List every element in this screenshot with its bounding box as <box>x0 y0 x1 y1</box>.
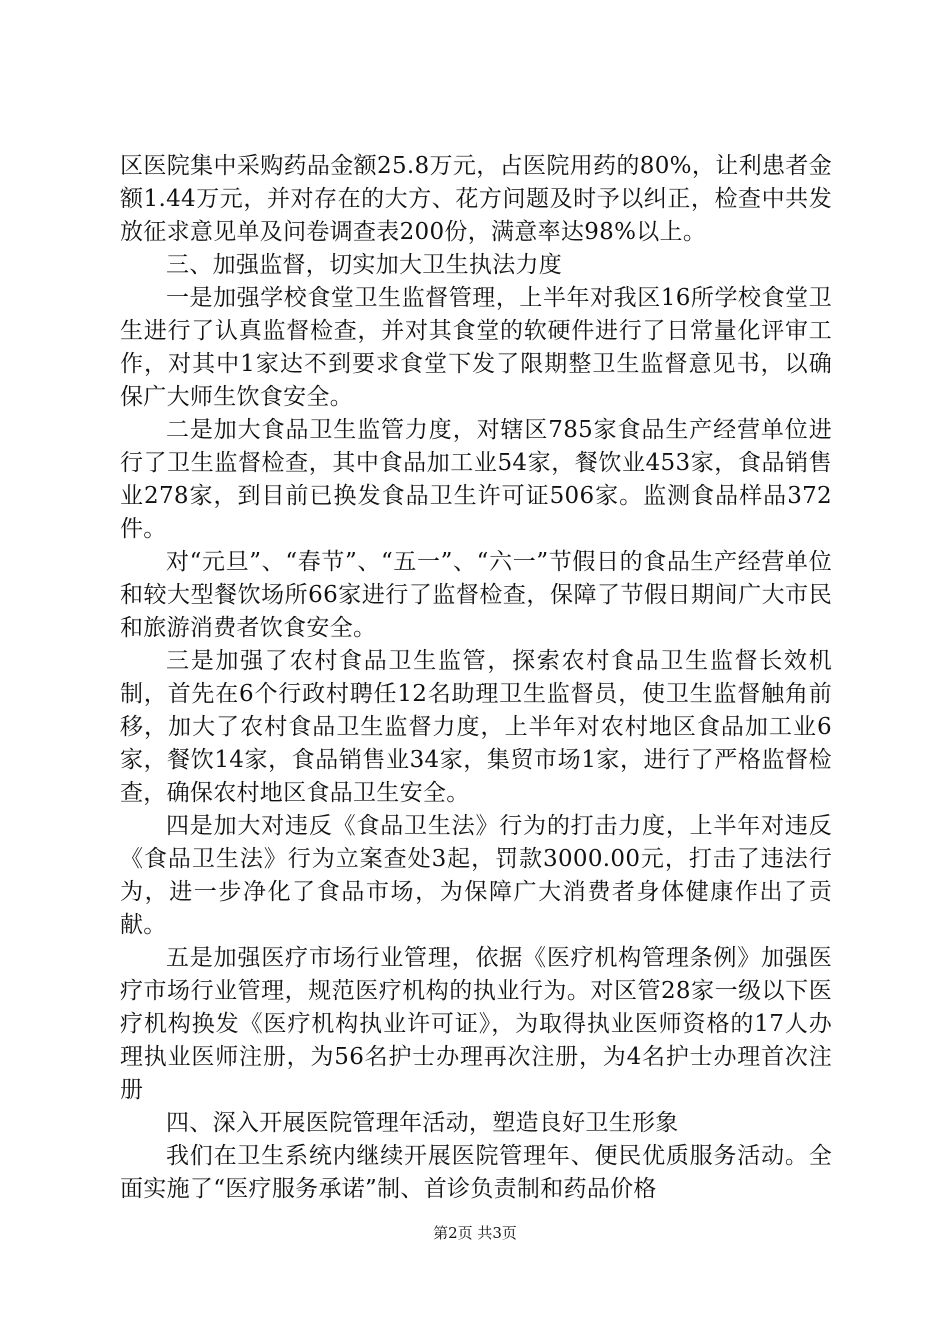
paragraph-holiday-inspection: 对“元旦”、“春节”、“五一”、“六一”节假日的食品生产经营单位和较大型餐饮场所66家进行了监督检查，保障了节假日期间广大市民和旅游消费者饮食安全。 <box>120 549 832 641</box>
paragraph-hospital-activities: 我们在卫生系统内继续开展医院管理年、便民优质服务活动。全面实施了“医疗服务承诺”制、首诊负责制和药品价格 <box>120 1143 832 1202</box>
section-heading-hospital-management: 四、深入开展医院管理年活动，塑造良好卫生形象 <box>166 1110 679 1136</box>
paragraph-medical-market: 五是加强医疗市场行业管理，依据《医疗机构管理条例》加强医疗市场行业管理，规范医疗机构的执业行为。对区管28家一级以下医疗机构换发《医疗机构执业许可证》，为取得执业医师资格的17人办理执业医师注册，为56名护士办理再次注册，为4名护士办理首次注册 <box>120 945 832 1103</box>
paragraph-law-enforcement: 四是加大对违反《食品卫生法》行为的打击力度，上半年对违反《食品卫生法》行为立案查处3起，罚款3000.00元，打击了违法行为，进一步净化了食品市场，为保障广大消费者身体健康作出了贡献。 <box>120 813 832 938</box>
page-footer <box>0 1223 950 1243</box>
paragraph-procurement-summary: 区医院集中采购药品金额25.8万元，占医院用药的80%，让利患者金额1.44万元，并对存在的大方、花方问题及时予以纠正，检查中共发放征求意见单及问卷调查表200份，满意率达98%以上。 <box>120 153 832 245</box>
paragraph-rural-food: 三是加强了农村食品卫生监管，探索农村食品卫生监督长效机制，首先在6个行政村聘任12名助理卫生监督员，使卫生监督触角前移，加大了农村食品卫生监督力度，上半年对农村地区食品加工业6家，餐饮14家，食品销售业34家，集贸市场1家，进行了严格监督检查，确保农村地区食品卫生安全。 <box>120 648 832 806</box>
paragraph-school-canteen: 一是加强学校食堂卫生监督管理，上半年对我区16所学校食堂卫生进行了认真监督检查，并对其食堂的软硬件进行了日常量化评审工作，对其中1家达不到要求食堂下发了限期整卫生监督意见书，以确保广大师生饮食安全。 <box>120 285 832 410</box>
document-body <box>120 150 832 1206</box>
section-heading-supervision: 三、加强监督，切实加大卫生执法力度 <box>166 252 563 278</box>
paragraph-food-hygiene: 二是加大食品卫生监管力度，对辖区785家食品生产经营单位进行了卫生监督检查，其中食品加工业54家，餐饮业453家，食品销售业278家，到目前已换发食品卫生许可证506家。监测食品样品372件。 <box>120 417 832 542</box>
page-number: 第2页 共3页 <box>433 1224 517 1242</box>
